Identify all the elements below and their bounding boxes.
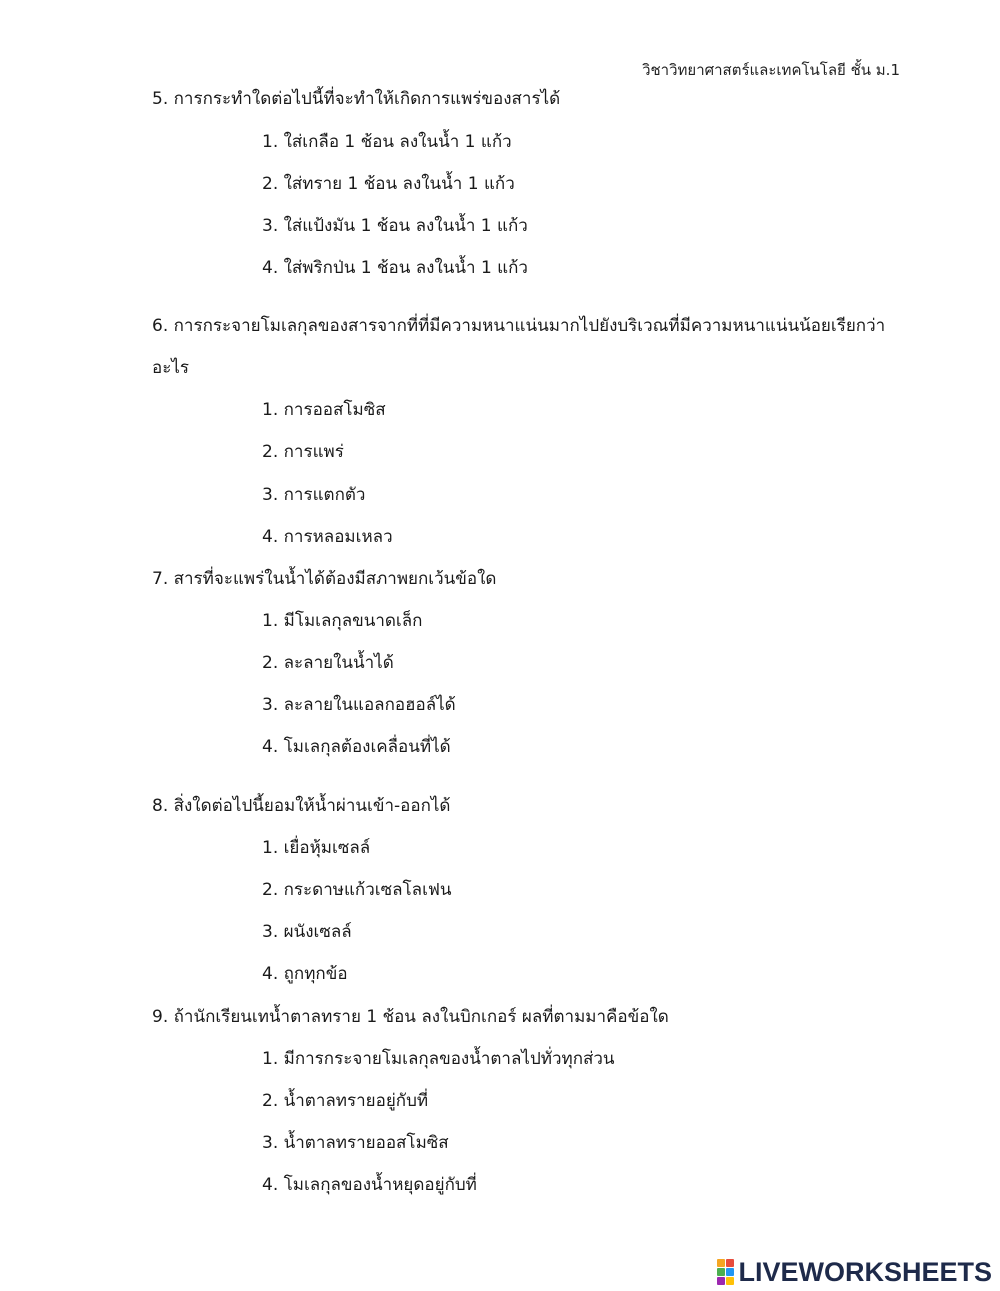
question-8-option-3: 3. ผนังเซลล์ (262, 922, 352, 942)
question-5-option-1: 1. ใส่เกลือ 1 ช้อน ลงในน้ำ 1 แก้ว (262, 132, 512, 152)
logo-text: LIVEWORKSHEETS (738, 1257, 992, 1287)
question-7: 7. สารที่จะแพร่ในน้ำได้ต้องมีสภาพยกเว้นข้อใด (152, 569, 497, 589)
question-5-option-4: 4. ใส่พริกป่น 1 ช้อน ลงในน้ำ 1 แก้ว (262, 258, 528, 278)
question-7-option-4: 4. โมเลกุลต้องเคลื่อนที่ได้ (262, 737, 451, 757)
question-6-continuation: อะไร (152, 358, 190, 378)
question-6-option-1: 1. การออสโมซิส (262, 400, 386, 420)
logo-cell (726, 1277, 734, 1285)
logo-cell (717, 1268, 725, 1276)
question-6: 6. การกระจายโมเลกุลของสารจากที่ที่มีความหนาแน่นมากไปยังบริเวณที่มีความหนาแน่นน้อยเรียกว่า (152, 316, 886, 336)
question-7-option-1: 1. มีโมเลกุลขนาดเล็ก (262, 611, 423, 631)
question-6-option-2: 2. การแพร่ (262, 442, 344, 462)
page-header-subject: วิชาวิทยาศาสตร์และเทคโนโลยี ชั้น ม.1 (642, 61, 900, 79)
question-8: 8. สิ่งใดต่อไปนี้ยอมให้น้ำผ่านเข้า-ออกได้ (152, 796, 451, 816)
question-8-option-1: 1. เยื่อหุ้มเซลล์ (262, 838, 371, 858)
logo-cell (717, 1259, 725, 1267)
question-9-option-4: 4. โมเลกุลของน้ำหยุดอยู่กับที่ (262, 1175, 477, 1195)
question-7-option-3: 3. ละลายในแอลกอฮอล์ได้ (262, 695, 456, 715)
question-9: 9. ถ้านักเรียนเทน้ำตาลทราย 1 ช้อน ลงในบิกเกอร์ ผลที่ตามมาคือข้อใด (152, 1007, 669, 1027)
question-8-option-4: 4. ถูกทุกข้อ (262, 964, 348, 984)
question-8-option-2: 2. กระดาษแก้วเซลโลเฟน (262, 880, 452, 900)
logo-cell (726, 1259, 734, 1267)
question-6-option-3: 3. การแตกตัว (262, 485, 366, 505)
question-9-option-1: 1. มีการกระจายโมเลกุลของน้ำตาลไปทั่วทุกส่วน (262, 1049, 615, 1069)
liveworksheets-logo (717, 1258, 992, 1286)
question-9-option-2: 2. น้ำตาลทรายอยู่กับที่ (262, 1091, 429, 1111)
question-9-option-3: 3. น้ำตาลทรายออสโมซิส (262, 1133, 449, 1153)
liveworksheets-logo-icon (717, 1259, 734, 1285)
question-6-option-4: 4. การหลอมเหลว (262, 527, 393, 547)
question-7-option-2: 2. ละลายในน้ำได้ (262, 653, 394, 673)
logo-cell (717, 1277, 725, 1285)
question-5-option-2: 2. ใส่ทราย 1 ช้อน ลงในน้ำ 1 แก้ว (262, 174, 515, 194)
question-5: 5. การกระทำใดต่อไปนี้ที่จะทำให้เกิดการแพร่ของสารได้ (152, 89, 561, 109)
question-5-option-3: 3. ใส่แป้งมัน 1 ช้อน ลงในน้ำ 1 แก้ว (262, 216, 528, 236)
logo-cell (726, 1268, 734, 1276)
